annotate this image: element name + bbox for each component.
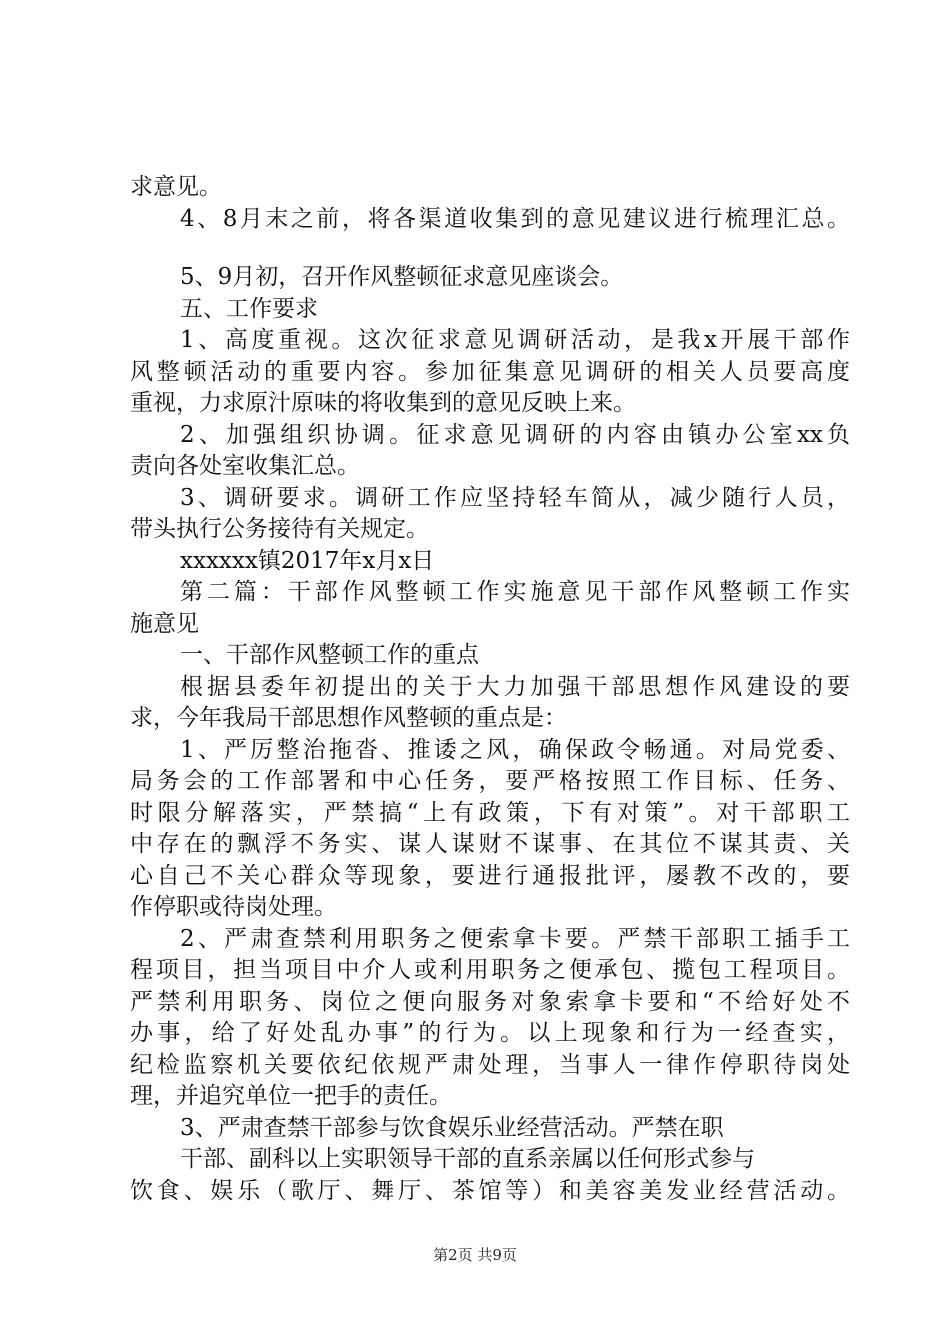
text-line: 1、严厉整治拖沓、推诿之风，确保政令畅通。对局党委、 — [180, 736, 850, 763]
text-line: 时限分解落实，严禁搞“上有政策，下有对策”。对干部职工 — [130, 799, 850, 826]
text-line: 中存在的飘浮不务实、谋人谋财不谋事、在其位不谋其责、关 — [130, 831, 850, 857]
text-line: 一、干部作风整顿工作的重点 — [180, 642, 479, 668]
text-line: 求意见。 — [130, 174, 222, 200]
text-line: 带头执行公务接待有关规定。 — [130, 516, 429, 542]
text-line: 4、8月末之前，将各渠道收集到的意见建议进行梳理汇总。 — [180, 205, 850, 232]
text-line: xxxxxx镇2017年x月x日 — [180, 547, 435, 574]
text-line: 饮食、娱乐（歌厅、舞厅、茶馆等）和美容美发业经营活动。 — [130, 1177, 850, 1204]
text-line: 2、严肃查禁利用职务之便索拿卡要。严禁干部职工插手工 — [180, 925, 850, 952]
paragraph-gap — [130, 235, 850, 262]
text-line: 严禁利用职务、岗位之便向服务对象索拿卡要和“不给好处不 — [130, 988, 850, 1015]
text-line: 风整顿活动的重要内容。参加征集意见调研的相关人员要高度 — [130, 358, 850, 385]
text-line: 办事，给了好处乱办事”的行为。以上现象和行为一经查实， — [130, 1020, 850, 1046]
text-line: 求，今年我局干部思想作风整顿的重点是： — [130, 705, 567, 731]
text-line: 局务会的工作部署和中心任务，要严格按照工作目标、任务、 — [130, 768, 850, 794]
text-line: 五、工作要求 — [180, 295, 318, 322]
text-line: 3、调研要求。调研工作应坚持轻车简从，减少随行人员， — [180, 484, 850, 511]
text-line: 根据县委年初提出的关于大力加强干部思想作风建设的要 — [180, 673, 850, 700]
text-line: 心自己不关心群众等现象，要进行通报批评，屡教不改的，要 — [130, 862, 850, 889]
document-body — [130, 172, 850, 1207]
text-line: 2、加强组织协调。征求意见调研的内容由镇办公室xx负 — [180, 421, 850, 448]
text-line: 责向各处室收集汇总。 — [130, 453, 360, 479]
text-line: 程项目，担当项目中介人或利用职务之便承包、揽包工程项目。 — [130, 957, 850, 983]
text-line: 3、严肃查禁干部参与饮食娱乐业经营活动。严禁在职 — [180, 1114, 724, 1141]
text-line: 施意见 — [130, 610, 199, 637]
text-line: 理，并追究单位一把手的责任。 — [130, 1083, 452, 1109]
text-line: 5、9月初，召开作风整顿征求意见座谈会。 — [180, 264, 624, 290]
page-footer: 第2页 共9页 — [433, 1246, 517, 1264]
text-line: 纪检监察机关要依纪依规严肃处理，当事人一律作停职待岗处 — [130, 1051, 850, 1078]
text-line: 第二篇：干部作风整顿工作实施意见干部作风整顿工作实 — [180, 579, 850, 605]
text-line: 干部、副科以上实职领导干部的直系亲属以任何形式参与 — [180, 1146, 755, 1172]
text-line: 作停职或待岗处理。 — [130, 894, 337, 920]
text-line: 重视，力求原汁原味的将收集到的意见反映上来。 — [130, 390, 636, 416]
text-line: 1、高度重视。这次征求意见调研活动，是我x开展干部作 — [180, 327, 850, 353]
